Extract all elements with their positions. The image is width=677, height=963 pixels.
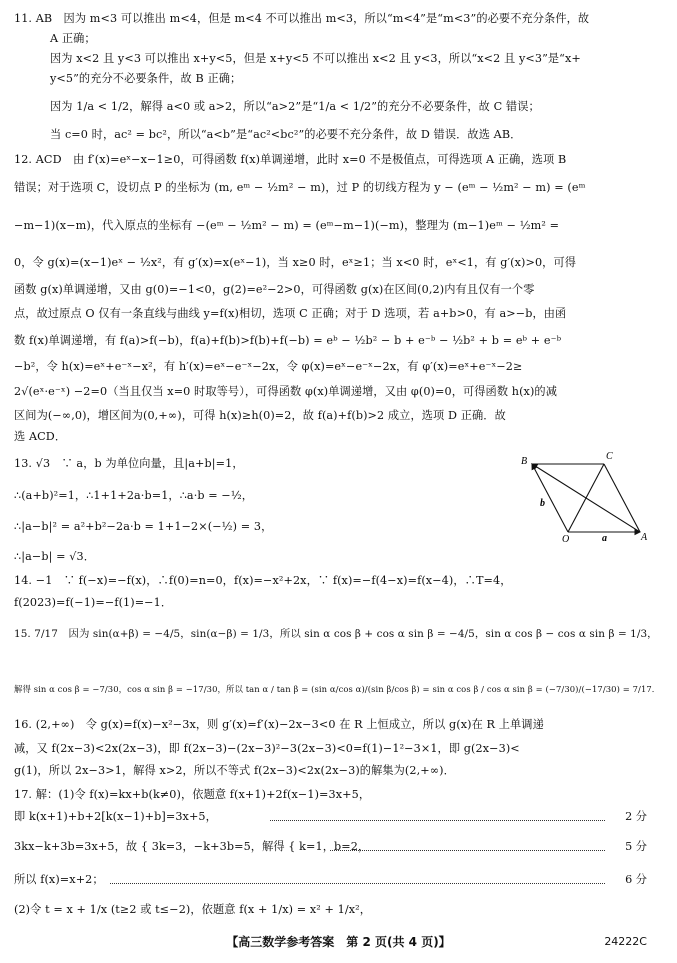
- q12-line-11: 选 ACD．: [14, 430, 67, 443]
- q12-line-9: 2√(eˣ·e⁻ˣ) −2=0（当且仅当 x=0 时取等号），可得函数 φ(x)单调递增，又由 φ(0)=0，可得函数 h(x)的减: [14, 385, 558, 398]
- vector-b-arrow: [532, 464, 568, 532]
- label-vector-b: b: [540, 498, 545, 509]
- q11-line-3: 因为 x<2 且 y<3 可以推出 x+y<5，但是 x+y<5 不可以推出 x<2 且 y<3，所以“x<2 且 y<3”是“x+: [50, 52, 581, 65]
- q13-line-3: ∴|a−b|² = a²+b²−2a·b = 1+1−2×(−½) = 3，: [14, 520, 273, 533]
- diagonal-ab: [532, 464, 640, 532]
- q14-line-2: f(2023)=f(−1)=−f(1)=−1．: [14, 596, 173, 609]
- label-o-point: O: [562, 534, 570, 543]
- score-5: 5 分: [625, 840, 647, 853]
- page-footer-title: 【高三数学参考答案 第 2 页(共 4 页)】: [226, 935, 451, 949]
- score-6: 6 分: [625, 873, 647, 886]
- label-c-point: C: [606, 451, 613, 462]
- q17-line-4: 所以 f(x)=x+2；: [14, 873, 104, 886]
- q17-line-3: 3kx−k+3b=3x+5，故 { 3k=3，−k+3b=5，解得 { k=1，b=2，: [14, 840, 370, 853]
- dotted-leader: [330, 850, 605, 851]
- q11-line-5: 因为 1/a < 1/2，解得 a<0 或 a>2，所以“a>2”是“1/a < 1/2”的充分不必要条件，故 C 错误；: [50, 100, 540, 113]
- q11-line-2: A 正确；: [50, 32, 96, 45]
- dotted-leader: [110, 883, 605, 884]
- score-2: 2 分: [625, 810, 647, 823]
- q16-line-1: 16. (2,+∞) 令 g(x)=f(x)−x²−3x，则 g′(x)=f′(x)−2x−3<0 在 R 上恒成立，所以 g(x)在 R 上单调递: [14, 718, 544, 731]
- q12-line-1: 12. ACD 由 f′(x)=eˣ−x−1≥0，可得函数 f(x)单调递增，此时 x=0 不是极值点，可得选项 A 正确，选项 B: [14, 153, 567, 166]
- q16-line-2: 减，又 f(2x−3)<2x(2x−3)，即 f(2x−3)−(2x−3)²−3(2x−3)<0=f(1)−1²−3×1，即 g(2x−3)<: [14, 742, 520, 755]
- q12-line-6: 点，故过原点 O 仅有一条直线与曲线 y=f(x)相切，选项 C 正确；对于 D 选项，若 a+b>0，有 a>−b，由函: [14, 307, 567, 320]
- q12-line-8: −b²，令 h(x)=eˣ+e⁻ˣ−x²，有 h′(x)=eˣ−e⁻ˣ−2x，令 φ(x)=eˣ−e⁻ˣ−2x，有 φ′(x)=eˣ+e⁻ˣ−2≥: [14, 360, 523, 373]
- q14-line-1: 14. −1 ∵ f(−x)=−f(x)，∴f(0)=n=0，f(x)=−x²+2x，∵ f(x)=−f(4−x)=f(x−4)，∴T=4，: [14, 574, 512, 587]
- doc-code: 24222C: [604, 935, 647, 948]
- q17-line-5: (2)令 t = x + 1/x (t≥2 或 t≤−2)，依题意 f(x + 1/x) = x² + 1/x²，: [14, 903, 372, 916]
- q13-line-4: ∴|a−b| = √3．: [14, 550, 95, 563]
- dotted-leader: [270, 820, 605, 821]
- label-vector-a: a: [602, 533, 607, 543]
- q13-line-1: 13. √3 ∵ a，b 为单位向量，且|a+b|=1，: [14, 457, 244, 470]
- q15-line-2: 解得 sin α cos β = −7/30，cos α sin β = −17/30，所以 tan α / tan β = (sin α/cos α)/(sin β/cos β) = sin α cos β / cos α sin β = (−7/30)/(−17/30) = 7/17．: [14, 684, 661, 694]
- q13-line-2: ∴(a+b)²=1，∴1+1+2a·b=1，∴a·b = −½，: [14, 489, 254, 502]
- label-a-point: A: [641, 532, 648, 543]
- label-b-point: B: [521, 456, 528, 467]
- q12-line-7: 数 f(x)单调递增，有 f(a)>f(−b)，f(a)+f(b)>f(b)+f(−b) = eᵇ − ½b² − b + e⁻ᵇ − ½b² + b = eᵇ + e⁻ᵇ: [14, 334, 562, 347]
- q11-line-1: 11. AB 因为 m<3 可以推出 m<4，但是 m<4 不可以推出 m<3，所以“m<4”是“m<3”的必要不充分条件，故: [14, 12, 590, 25]
- q11-line-6: 当 c=0 时，ac² = bc²，所以“a<b”是“ac²<bc²”的必要不充分条件，故 D 错误．故选 AB．: [50, 128, 522, 141]
- q12-line-4: 0，令 g(x)=(x−1)eˣ − ½x²，有 g′(x)=x(eˣ−1)，当 x≥0 时，eˣ≥1；当 x<0 时，eˣ<1，有 g′(x)>0，可得: [14, 256, 577, 269]
- q17-line-1: 17. 解：(1)令 f(x)=kx+b(k≠0)，依题意 f(x+1)+2f(x−1)=3x+5，: [14, 788, 371, 801]
- q12-line-2: 错误；对于选项 C，设切点 P 的坐标为 (m, eᵐ − ½m² − m)，过 P 的切线方程为 y − (eᵐ − ½m² − m) = (eᵐ: [14, 181, 586, 194]
- vector-parallelogram-figure: [518, 448, 648, 547]
- q12-line-3: −m−1)(x−m)，代入原点的坐标有 −(eᵐ − ½m² − m) = (eᵐ−m−1)(−m)，整理为 (m−1)eᵐ − ½m² =: [14, 219, 560, 232]
- q15-line-1: 15. 7/17 因为 sin(α+β) = −4/5，sin(α−β) = 1/3，所以 sin α cos β + cos α sin β = −4/5，sin α cos β − cos α sin β = 1/3，: [14, 628, 658, 640]
- q16-line-3: g(1)，所以 2x−3>1，解得 x>2，所以不等式 f(2x−3)<2x(2x−3)的解集为(2,+∞)．: [14, 764, 455, 777]
- q17-line-2: 即 k(x+1)+b+2[k(x−1)+b]=3x+5，: [14, 810, 217, 823]
- q11-line-4: y<5”的充分不必要条件，故 B 正确；: [50, 72, 242, 85]
- q12-line-5: 函数 g(x)单调递增，又由 g(0)=−1<0，g(2)=e²−2>0，可得函数 g(x)在区间(0,2)内有且仅有一个零: [14, 283, 535, 296]
- edge-ca: [604, 464, 640, 532]
- q12-line-10: 区间为(−∞,0)，增区间为(0,+∞)，可得 h(x)≥h(0)=2，故 f(a)+f(b)>2 成立，选项 D 正确．故: [14, 409, 506, 422]
